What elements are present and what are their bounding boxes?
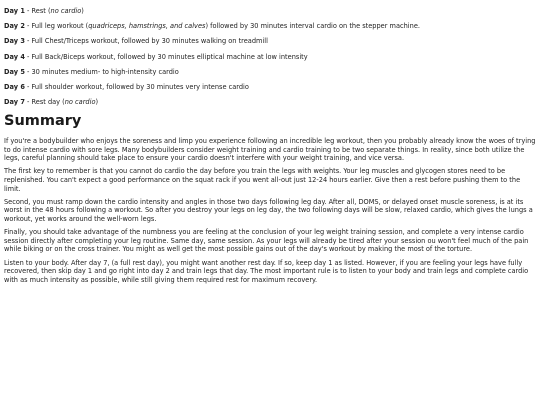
schedule-item-day-6 <box>4 83 536 92</box>
day-separator: - <box>24 52 32 61</box>
summary-paragraph: The first key to remember is that you cannot do cardio the day before you train the legs with weights. Your leg muscles and glycogen stores need to be replenished. You can't expect a good performance on the squat rack if you went all-out just 12-24 hours earlier. Give then a rest before pushing them to the limit. <box>4 167 521 193</box>
day-separator: - <box>24 67 32 76</box>
day-separator: - <box>24 98 32 107</box>
day-text: Full Back/Biceps workout, followed by 30 minutes elliptical machine at low intensity <box>31 52 308 61</box>
summary-paragraph: Listen to your body. After day 7, (a full rest day), you might want another rest day. If so, keep day 1 as listed. However, if you are feeling your legs have fully recovered, then skip day 1 and go right into day 2 and train legs that day. The most important rule is to listen to your body and train legs and complete cardio with as much intensity as possible, while still giving them required rest for maximum recovery. <box>4 258 529 284</box>
day-label: Day 4 <box>4 52 25 61</box>
schedule-item-day-3 <box>4 37 536 46</box>
schedule-item-day-2 <box>4 22 536 31</box>
day-text: Full shoulder workout, followed by 30 minutes very intense cardio <box>31 82 249 91</box>
day-label: Day 6 <box>4 82 25 91</box>
day-text-after: ) <box>81 7 84 15</box>
day-italic-note: no cardio <box>50 7 82 15</box>
day-label: Day 7 <box>4 98 25 107</box>
day-separator: - <box>24 7 32 15</box>
schedule-item-day-4 <box>4 53 536 62</box>
day-text-after: ) followed by 30 minutes interval cardio on the stepper machine. <box>205 22 420 31</box>
day-text-after: ) <box>95 98 99 107</box>
summary-paragraph: If you're a bodybuilder who enjoys the soreness and limp you experience following an incredible leg workout, then you probably already know the woes of trying to do intense cardio with sore legs. Many bodybuilders consider weight training and cardio training to be two separate things. In reality, since both utilize the legs, careful planning should take place to ensure your cardio doesn't interfere with your weight training, and vice versa. <box>4 137 536 163</box>
day-separator: - <box>24 82 32 91</box>
day-italic-note: no cardio <box>64 98 96 107</box>
day-text: Full Chest/Triceps workout, followed by 30 minutes walking on treadmill <box>31 37 268 46</box>
workout-schedule <box>4 7 536 113</box>
day-separator: - <box>24 37 32 46</box>
schedule-item-day-1 <box>4 7 536 16</box>
day-label: Day 3 <box>4 37 25 46</box>
summary-content <box>4 137 538 289</box>
day-label: Day 1 <box>4 7 25 15</box>
schedule-item-day-5 <box>4 68 536 77</box>
schedule-item-day-7 <box>4 98 536 107</box>
summary-paragraph: Second, you must ramp down the cardio intensity and angles in those two days following leg day. After all, DOMS, or delayed onset muscle soreness, is at its worst in the 48 hours following a workout. So after you destroy your legs on leg day, the two following days will be slow, relaxed cardio, which gives the lungs a workout, yet works around the well-worn legs. <box>4 197 533 223</box>
day-text: Rest ( <box>31 7 51 15</box>
day-text: Full leg workout ( <box>31 22 89 31</box>
day-separator: - <box>24 22 32 31</box>
day-label: Day 2 <box>4 22 25 31</box>
day-text: Rest day ( <box>31 98 65 107</box>
day-text: 30 minutes medium- to high-intensity cardio <box>31 67 179 76</box>
summary-heading: Summary <box>4 113 82 129</box>
summary-paragraph: Finally, you should take advantage of the numbness you are feeling at the conclusion of your leg weight training session, and complete a very intense cardio session directly after completing your leg routine. Same day, same session. As your legs will already be tired after your session ou won't feel much of the pain while biking or on the cross trainer. You might as well get the most possible gains out of the day's workout by making the most of the torture. <box>4 228 529 254</box>
day-italic-note: quadriceps, hamstrings, and calves <box>88 22 206 31</box>
day-label: Day 5 <box>4 67 25 76</box>
